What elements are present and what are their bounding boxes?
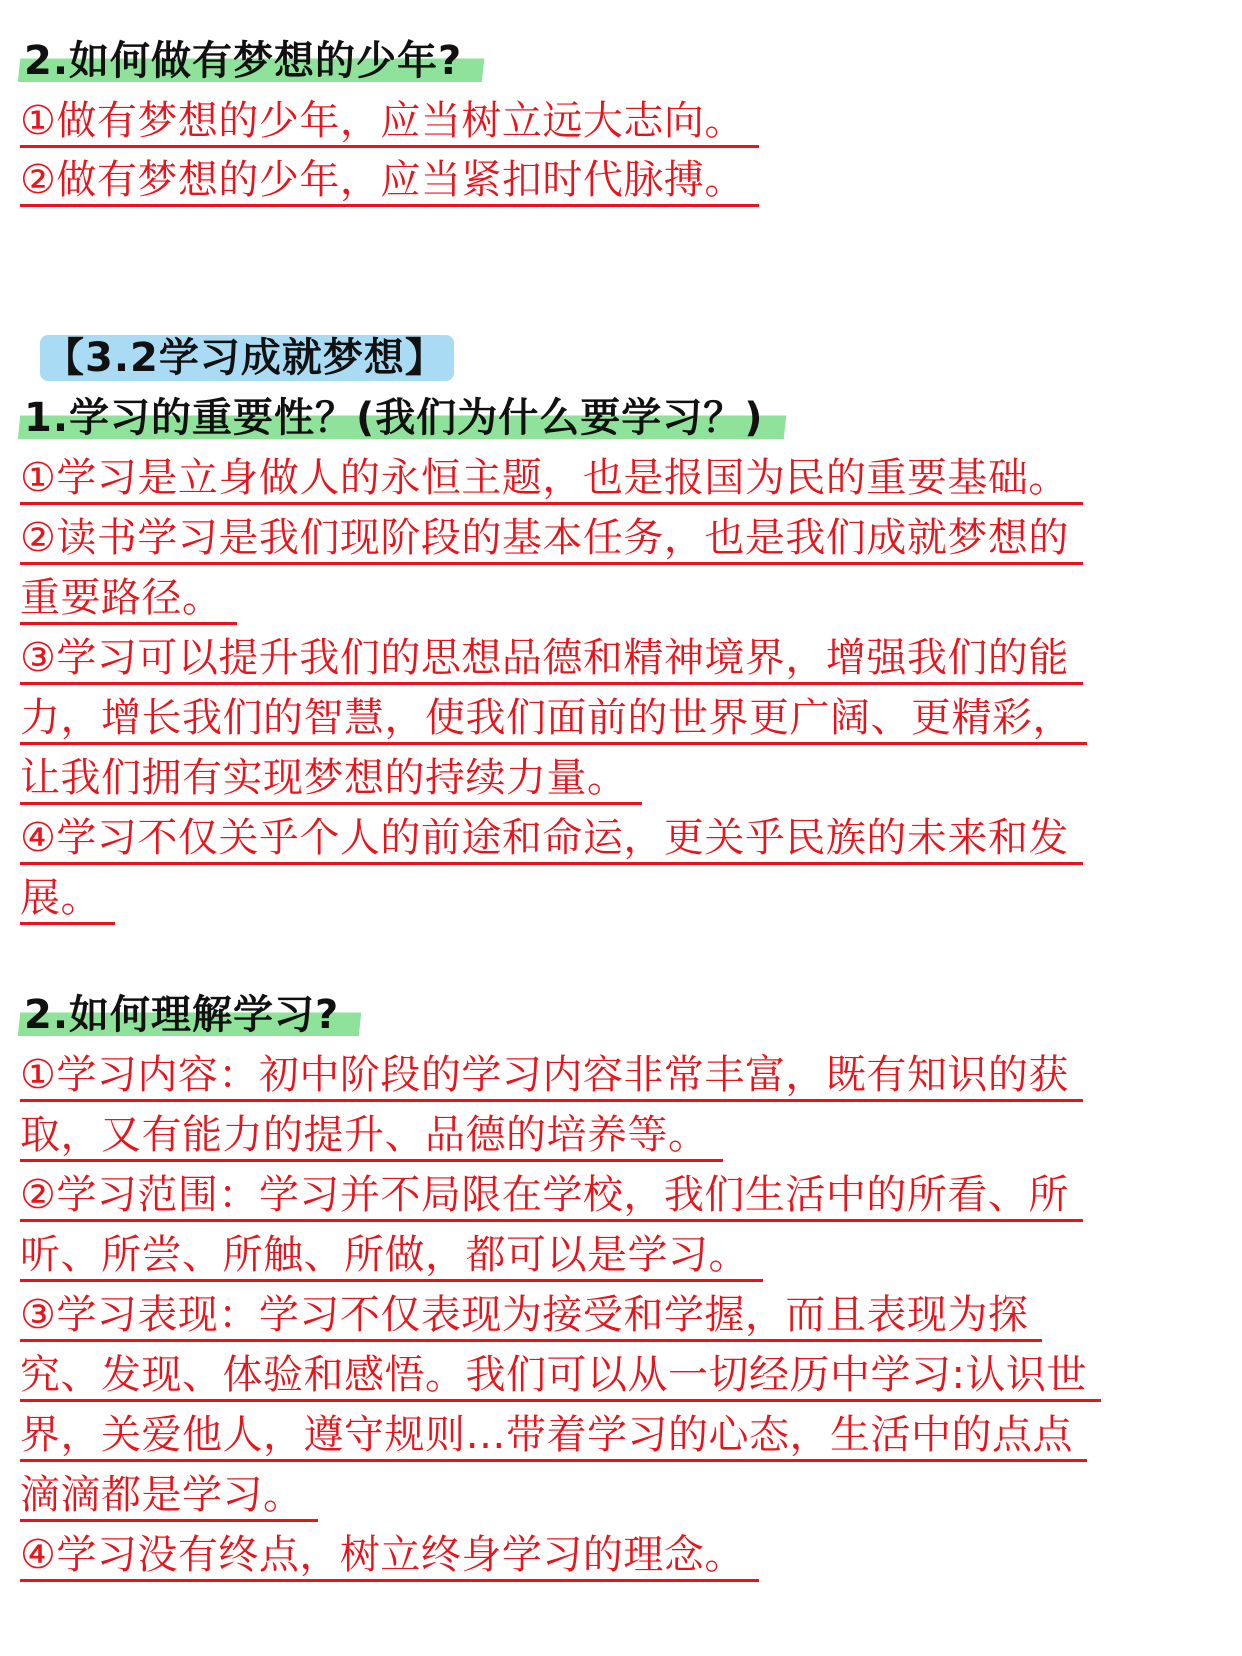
answer-line: ③学习可以提升我们的思想品德和精神境界，增强我们的能 xyxy=(20,633,1083,683)
answer-line: 让我们拥有实现梦想的持续力量。 xyxy=(20,753,642,803)
question-heading-text: 1.学习的重要性？(我们为什么要学习？) xyxy=(24,395,764,441)
answer-line: 界，关爱他人，遵守规则…带着学习的心态，生活中的点点 xyxy=(20,1410,1087,1460)
answer-line: ①学习是立身做人的永恒主题，也是报国为民的重要基础。 xyxy=(20,453,1083,503)
answer-line: 听、所尝、所触、所做，都可以是学习。 xyxy=(20,1230,763,1280)
answer-line: 重要路径。 xyxy=(20,573,237,623)
answer-line: ②做有梦想的少年，应当紧扣时代脉搏。 xyxy=(20,155,759,205)
question-heading-text: 2.如何理解学习? xyxy=(24,992,340,1038)
question-heading-importance xyxy=(20,393,786,443)
answer-line: 展。 xyxy=(20,873,115,923)
answer-line: 究、发现、体验和感悟。我们可以从一切经历中学习:认识世 xyxy=(20,1350,1101,1400)
section-title: 【3.2学习成就梦想】 xyxy=(40,333,454,383)
answer-line: ②学习范围：学习并不局限在学校，我们生活中的所看、所 xyxy=(20,1170,1083,1220)
question-heading-text: 2.如何做有梦想的少年? xyxy=(24,38,463,84)
answer-line: ①做有梦想的少年，应当树立远大志向。 xyxy=(20,96,759,146)
answer-line: ③学习表现：学习不仅表现为接受和学握，而且表现为探 xyxy=(20,1290,1042,1340)
question-heading-understand xyxy=(20,990,361,1040)
answer-line: ④学习不仅关乎个人的前途和命运，更关乎民族的未来和发 xyxy=(20,813,1083,863)
answer-line: 滴滴都是学习。 xyxy=(20,1470,318,1520)
answer-line: ①学习内容：初中阶段的学习内容非常丰富，既有知识的获 xyxy=(20,1050,1083,1100)
answer-line: ④学习没有终点，树立终身学习的理念。 xyxy=(20,1530,759,1580)
answer-line: ②读书学习是我们现阶段的基本任务，也是我们成就梦想的 xyxy=(20,513,1083,563)
answer-line: 取，又有能力的提升、品德的培养等。 xyxy=(20,1110,723,1160)
answer-line: 力，增长我们的智慧，使我们面前的世界更广阔、更精彩， xyxy=(20,693,1087,743)
question-heading-how-dream xyxy=(20,36,484,86)
